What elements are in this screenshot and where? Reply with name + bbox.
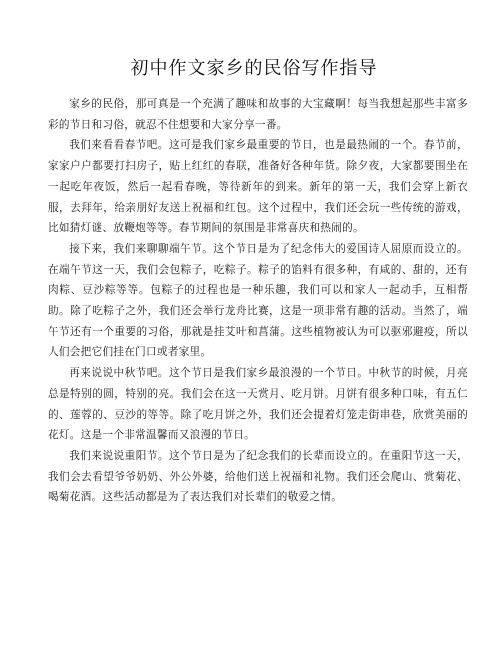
paragraph-intro: 家乡的民俗，那可真是一个充满了趣味和故事的大宝藏啊！每当我想起那些丰富多彩的节日和习俗，就忍不住想要和大家分享一番。	[48, 98, 468, 131]
paragraph-double-ninth-festival: 我们来说说重阳节。这个节日是为了纪念我们的长辈而设立的。在重阳节这一天，我们会去看望爷爷奶奶、外公外婆，给他们送上祝福和礼物。我们还会爬山、赏菊花、喝菊花酒。这些活动都是为了表达我们对长辈们的敬爱之情。	[48, 449, 468, 504]
paragraph-dragon-boat-festival: 接下来，我们来聊聊端午节。这个节日是为了纪念伟大的爱国诗人屈原而设立的。在端午节这一天，我们会包粽子，吃粽子。粽子的馅料有很多种，有咸的、甜的，还有肉粽、豆沙粽等等。包粽子的过程也是一种乐趣，我们可以和家人一起动手，互相帮助。除了吃粽子之外，我们还会举行龙舟比赛，这是一项非常有趣的活动。当然了，端午节还有一个重要的习俗，那就是挂艾叶和菖蒲。这些植物被认为可以驱邪避疫，所以人们会把它们挂在门口或者家里。	[48, 242, 468, 359]
document-title: 初中作文家乡的民俗写作指导	[130, 58, 378, 79]
paragraph-mid-autumn-festival: 再来说说中秋节吧。这个节日是我们家乡最浪漫的一个节日。中秋节的时候，月亮总是特别的圆，特别的亮。我们会在这一天赏月、吃月饼。月饼有很多种口味，有五仁的、莲蓉的、豆沙的等等。除了吃月饼之外，我们还会提着灯笼走街串巷，欣赏美丽的花灯。这是一个非常温馨而又浪漫的节日。	[48, 367, 468, 442]
paragraph-spring-festival: 我们来看看春节吧。这可是我们家乡最重要的节日，也是最热闹的一个。春节前，家家户户都要打扫房子，贴上红红的春联，准备好各种年货。除夕夜，大家都要围坐在一起吃年夜饭，然后一起看春晚，等待新年的到来。新年的第一天，我们会穿上新衣服，去拜年，给亲朋好友送上祝福和红包。这个过程中，我们还会玩一些传统的游戏，比如猜灯谜、放鞭炮等等。春节期间的氛围是非常喜庆和热闹的。	[48, 139, 468, 235]
